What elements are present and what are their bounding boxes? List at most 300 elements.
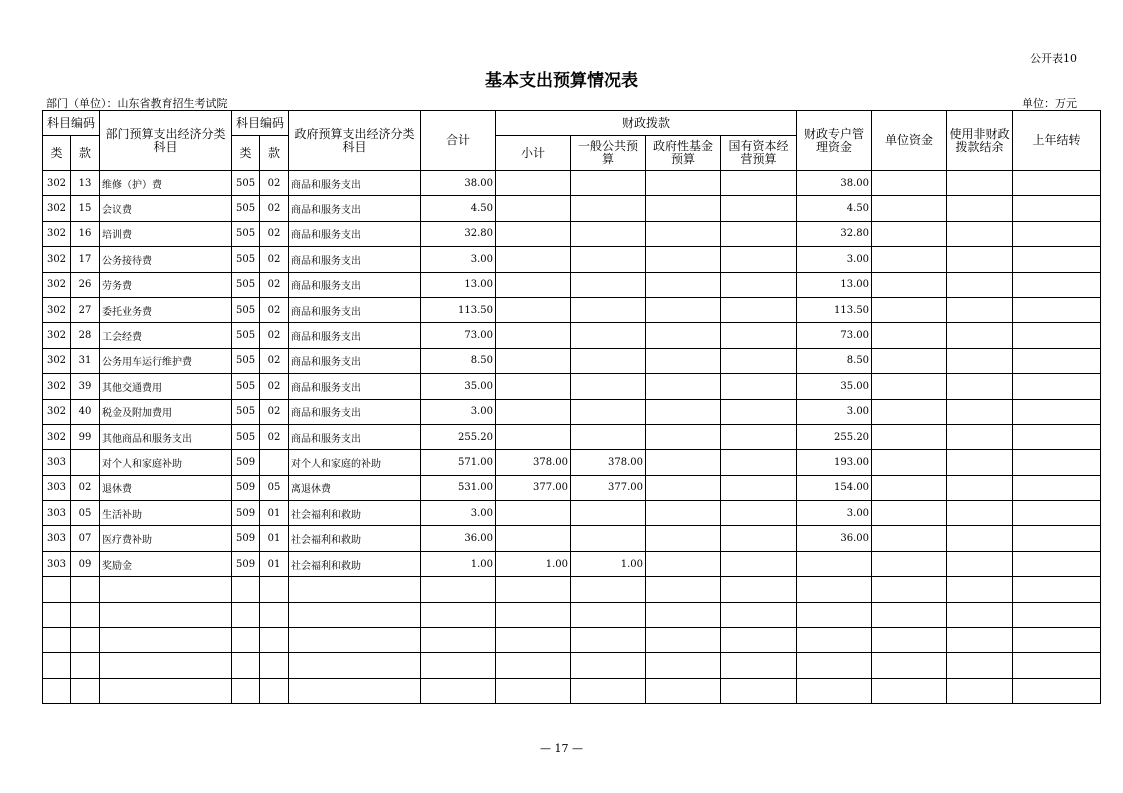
special-cell: 73.00 [797, 323, 872, 348]
gov-class-cell: 商品和服务支出 [289, 247, 421, 272]
empty-cell [100, 602, 232, 627]
special-cell: 3.00 [797, 399, 872, 424]
subtotal-header: 小计 [496, 136, 571, 171]
own-funds-cell [872, 399, 947, 424]
gov-class-cell: 社会福利和救助 [289, 551, 421, 576]
empty-cell [797, 628, 872, 653]
kuan-cell: 15 [71, 196, 100, 221]
general-budget-cell [571, 272, 646, 297]
total-cell: 38.00 [421, 171, 496, 196]
gov-lei-cell: 505 [232, 348, 260, 373]
department-label: 部门（单位）：山东省教育招生考试院 [46, 97, 228, 110]
total-cell: 1.00 [421, 551, 496, 576]
fiscal-header: 财政拨款 [496, 111, 797, 136]
table-row [43, 348, 1101, 373]
gov-lei-cell: 505 [232, 424, 260, 449]
carryover-cell [1013, 196, 1101, 221]
budget-table [42, 110, 1101, 704]
own-funds-cell [872, 348, 947, 373]
empty-cell [421, 577, 496, 602]
gov-lei-cell: 505 [232, 374, 260, 399]
gov-kuan-cell: 02 [260, 171, 289, 196]
gov-class-cell: 商品和服务支出 [289, 399, 421, 424]
empty-cell [260, 628, 289, 653]
gov-lei-cell: 505 [232, 399, 260, 424]
subtotal-cell: 377.00 [496, 475, 571, 500]
gov-kuan-cell: 02 [260, 297, 289, 322]
nonfiscal-cell [947, 475, 1013, 500]
special-cell: 32.80 [797, 221, 872, 246]
lei-cell: 303 [43, 551, 71, 576]
total-header: 合计 [421, 111, 496, 171]
gov-kuan-cell: 02 [260, 221, 289, 246]
empty-cell [100, 628, 232, 653]
page-number: — 17 — [540, 742, 583, 755]
dept-class-cell: 对个人和家庭补助 [100, 450, 232, 475]
general-budget-cell [571, 424, 646, 449]
gov-fund-cell [646, 221, 721, 246]
table-row [43, 247, 1101, 272]
kuan-cell: 26 [71, 272, 100, 297]
total-cell: 36.00 [421, 526, 496, 551]
own-funds-cell [872, 501, 947, 526]
subtotal-cell [496, 171, 571, 196]
carryover-cell [1013, 297, 1101, 322]
carryover-cell [1013, 450, 1101, 475]
kuan-cell: 31 [71, 348, 100, 373]
carryover-cell [1013, 374, 1101, 399]
empty-cell [1013, 628, 1101, 653]
kuan-cell [71, 450, 100, 475]
general-budget-cell [571, 526, 646, 551]
gov-lei-cell: 505 [232, 196, 260, 221]
subtotal-cell [496, 501, 571, 526]
state-capital-header: 国有资本经营预算 [721, 136, 797, 171]
dept-class-cell: 奖励金 [100, 551, 232, 576]
special-cell: 36.00 [797, 526, 872, 551]
state-capital-cell [721, 348, 797, 373]
special-cell [797, 551, 872, 576]
state-capital-cell [721, 526, 797, 551]
gov-kuan-cell: 01 [260, 526, 289, 551]
state-capital-cell [721, 399, 797, 424]
empty-cell [571, 602, 646, 627]
subtotal-cell [496, 526, 571, 551]
empty-cell [872, 653, 947, 678]
total-cell: 3.00 [421, 247, 496, 272]
lei-cell: 303 [43, 450, 71, 475]
gov-class-cell: 商品和服务支出 [289, 424, 421, 449]
lei-cell: 302 [43, 221, 71, 246]
own-funds-cell [872, 272, 947, 297]
gov-fund-cell [646, 247, 721, 272]
gov-fund-cell [646, 526, 721, 551]
empty-cell [496, 602, 571, 627]
dept-class-cell: 培训费 [100, 221, 232, 246]
empty-cell [947, 653, 1013, 678]
general-budget-cell [571, 399, 646, 424]
empty-cell [872, 678, 947, 703]
gov-kuan-cell: 02 [260, 272, 289, 297]
own-funds-cell [872, 526, 947, 551]
lei-cell: 303 [43, 475, 71, 500]
empty-cell [289, 653, 421, 678]
kuan-cell: 99 [71, 424, 100, 449]
empty-cell [1013, 678, 1101, 703]
empty-cell [43, 678, 71, 703]
kuan-cell: 07 [71, 526, 100, 551]
gov-kuan-cell: 05 [260, 475, 289, 500]
empty-cell [571, 678, 646, 703]
empty-cell [721, 577, 797, 602]
empty-cell [1013, 653, 1101, 678]
empty-cell [571, 577, 646, 602]
own-funds-cell [872, 450, 947, 475]
dept-class-cell: 医疗费补助 [100, 526, 232, 551]
nonfiscal-cell [947, 348, 1013, 373]
gov-fund-header: 政府性基金预算 [646, 136, 721, 171]
empty-cell [232, 602, 260, 627]
special-cell: 38.00 [797, 171, 872, 196]
general-budget-cell [571, 247, 646, 272]
own-funds-cell [872, 221, 947, 246]
empty-cell [289, 678, 421, 703]
empty-cell [232, 653, 260, 678]
gov-lei-cell: 505 [232, 171, 260, 196]
dept-class-cell: 维修（护）费 [100, 171, 232, 196]
gov-class-cell: 离退休费 [289, 475, 421, 500]
carryover-cell [1013, 424, 1101, 449]
lei-cell: 302 [43, 272, 71, 297]
subtotal-cell [496, 196, 571, 221]
carryover-header: 上年结转 [1013, 111, 1101, 171]
dept-class-cell: 劳务费 [100, 272, 232, 297]
general-budget-cell [571, 196, 646, 221]
gov-class-cell: 社会福利和救助 [289, 501, 421, 526]
empty-cell [947, 628, 1013, 653]
general-budget-cell [571, 221, 646, 246]
nonfiscal-cell [947, 399, 1013, 424]
nonfiscal-cell [947, 374, 1013, 399]
general-budget-cell [571, 348, 646, 373]
gov-kuan-cell [260, 450, 289, 475]
total-cell: 32.80 [421, 221, 496, 246]
general-budget-cell: 377.00 [571, 475, 646, 500]
carryover-cell [1013, 221, 1101, 246]
gov-lei-cell: 505 [232, 297, 260, 322]
special-cell: 4.50 [797, 196, 872, 221]
nonfiscal-header: 使用非财政拨款结余 [947, 111, 1013, 171]
empty-cell [721, 678, 797, 703]
empty-cell [421, 602, 496, 627]
empty-cell [947, 577, 1013, 602]
gov-class-cell: 社会福利和救助 [289, 526, 421, 551]
empty-cell [496, 653, 571, 678]
gov-fund-cell [646, 171, 721, 196]
dept-class-cell: 公务接待费 [100, 247, 232, 272]
empty-cell [232, 678, 260, 703]
gov-lei-cell: 505 [232, 221, 260, 246]
empty-cell [71, 653, 100, 678]
lei-cell: 302 [43, 196, 71, 221]
gov-class-header: 政府预算支出经济分类科目 [289, 111, 421, 171]
carryover-cell [1013, 323, 1101, 348]
empty-row [43, 602, 1101, 627]
gov-kuan-cell: 02 [260, 424, 289, 449]
dept-class-cell: 税金及附加费用 [100, 399, 232, 424]
kuan-header: 款 [71, 136, 100, 171]
state-capital-cell [721, 196, 797, 221]
empty-cell [797, 602, 872, 627]
general-budget-header: 一般公共预算 [571, 136, 646, 171]
state-capital-cell [721, 450, 797, 475]
empty-cell [797, 653, 872, 678]
gov-kuan-cell: 02 [260, 323, 289, 348]
empty-cell [797, 678, 872, 703]
subtotal-cell [496, 247, 571, 272]
nonfiscal-cell [947, 196, 1013, 221]
nonfiscal-cell [947, 526, 1013, 551]
empty-cell [872, 602, 947, 627]
gov-fund-cell [646, 272, 721, 297]
special-cell: 3.00 [797, 247, 872, 272]
kuan-cell: 05 [71, 501, 100, 526]
state-capital-cell [721, 475, 797, 500]
empty-cell [421, 628, 496, 653]
empty-cell [43, 602, 71, 627]
dept-class-cell: 生活补助 [100, 501, 232, 526]
lei-header: 类 [43, 136, 71, 171]
empty-cell [289, 628, 421, 653]
state-capital-cell [721, 551, 797, 576]
own-funds-cell [872, 297, 947, 322]
nonfiscal-cell [947, 221, 1013, 246]
empty-cell [646, 653, 721, 678]
carryover-cell [1013, 475, 1101, 500]
empty-cell [872, 628, 947, 653]
state-capital-cell [721, 171, 797, 196]
gov-fund-cell [646, 297, 721, 322]
unit-label: 单位：万元 [1022, 97, 1077, 110]
special-cell: 35.00 [797, 374, 872, 399]
empty-cell [721, 653, 797, 678]
dept-class-cell: 其他交通费用 [100, 374, 232, 399]
empty-cell [721, 628, 797, 653]
table-row [43, 297, 1101, 322]
general-budget-cell [571, 374, 646, 399]
gov-lei-cell: 509 [232, 450, 260, 475]
carryover-cell [1013, 399, 1101, 424]
gov-fund-cell [646, 424, 721, 449]
general-budget-cell [571, 297, 646, 322]
kuan-cell: 13 [71, 171, 100, 196]
gov-lei-cell: 509 [232, 475, 260, 500]
nonfiscal-cell [947, 323, 1013, 348]
empty-row [43, 628, 1101, 653]
gov-class-cell: 商品和服务支出 [289, 374, 421, 399]
subtotal-cell: 1.00 [496, 551, 571, 576]
empty-cell [721, 602, 797, 627]
special-header: 财政专户管理资金 [797, 111, 872, 171]
special-cell: 193.00 [797, 450, 872, 475]
empty-cell [71, 628, 100, 653]
state-capital-cell [721, 247, 797, 272]
empty-cell [421, 653, 496, 678]
lei-cell: 303 [43, 501, 71, 526]
general-budget-cell [571, 323, 646, 348]
table-row [43, 501, 1101, 526]
gov-fund-cell [646, 501, 721, 526]
empty-cell [421, 678, 496, 703]
carryover-cell [1013, 526, 1101, 551]
total-cell: 4.50 [421, 196, 496, 221]
gov-lei-cell: 505 [232, 247, 260, 272]
lei-cell: 302 [43, 297, 71, 322]
own-funds-cell [872, 551, 947, 576]
lei-cell: 302 [43, 247, 71, 272]
gov-lei-cell: 505 [232, 323, 260, 348]
dept-class-cell: 工会经费 [100, 323, 232, 348]
empty-cell [260, 653, 289, 678]
empty-cell [496, 577, 571, 602]
carryover-cell [1013, 551, 1101, 576]
nonfiscal-cell [947, 171, 1013, 196]
subtotal-cell [496, 399, 571, 424]
empty-cell [100, 653, 232, 678]
gov-fund-cell [646, 374, 721, 399]
gov-lei-header: 类 [232, 136, 260, 171]
lei-cell: 302 [43, 374, 71, 399]
nonfiscal-cell [947, 450, 1013, 475]
gov-fund-cell [646, 551, 721, 576]
page-title: 基本支出预算情况表 [485, 71, 638, 91]
empty-cell [43, 653, 71, 678]
subtotal-cell [496, 323, 571, 348]
form-number: 公开表10 [1030, 52, 1077, 65]
nonfiscal-cell [947, 247, 1013, 272]
own-funds-cell [872, 323, 947, 348]
total-cell: 3.00 [421, 399, 496, 424]
gov-class-cell: 商品和服务支出 [289, 196, 421, 221]
table-row [43, 171, 1101, 196]
dept-class-cell: 会议费 [100, 196, 232, 221]
empty-cell [496, 628, 571, 653]
special-cell: 13.00 [797, 272, 872, 297]
lei-cell: 303 [43, 526, 71, 551]
state-capital-cell [721, 424, 797, 449]
empty-cell [232, 577, 260, 602]
table-row [43, 221, 1101, 246]
lei-cell: 302 [43, 323, 71, 348]
lei-cell: 302 [43, 348, 71, 373]
state-capital-cell [721, 221, 797, 246]
total-cell: 113.50 [421, 297, 496, 322]
state-capital-cell [721, 272, 797, 297]
empty-cell [1013, 602, 1101, 627]
nonfiscal-cell [947, 551, 1013, 576]
subtotal-cell [496, 272, 571, 297]
gov-fund-cell [646, 475, 721, 500]
kuan-cell: 39 [71, 374, 100, 399]
table-body [43, 171, 1101, 704]
own-funds-cell [872, 196, 947, 221]
empty-cell [646, 628, 721, 653]
dept-class-cell: 其他商品和服务支出 [100, 424, 232, 449]
table-row [43, 374, 1101, 399]
gov-lei-cell: 509 [232, 526, 260, 551]
total-cell: 255.20 [421, 424, 496, 449]
table-row [43, 399, 1101, 424]
gov-lei-cell: 505 [232, 272, 260, 297]
total-cell: 13.00 [421, 272, 496, 297]
lei-cell: 302 [43, 171, 71, 196]
gov-class-cell: 商品和服务支出 [289, 323, 421, 348]
own-funds-cell [872, 475, 947, 500]
state-capital-cell [721, 323, 797, 348]
gov-kuan-cell: 01 [260, 501, 289, 526]
kuan-cell: 28 [71, 323, 100, 348]
nonfiscal-cell [947, 501, 1013, 526]
gov-code-header: 科目编码 [232, 111, 289, 136]
gov-fund-cell [646, 450, 721, 475]
gov-class-cell: 商品和服务支出 [289, 272, 421, 297]
table-row [43, 196, 1101, 221]
gov-kuan-cell: 02 [260, 374, 289, 399]
empty-cell [1013, 577, 1101, 602]
empty-row [43, 653, 1101, 678]
subtotal-cell [496, 374, 571, 399]
empty-cell [646, 602, 721, 627]
state-capital-cell [721, 297, 797, 322]
carryover-cell [1013, 171, 1101, 196]
carryover-cell [1013, 247, 1101, 272]
empty-cell [43, 628, 71, 653]
empty-row [43, 577, 1101, 602]
empty-cell [797, 577, 872, 602]
kuan-cell: 27 [71, 297, 100, 322]
total-cell: 73.00 [421, 323, 496, 348]
empty-cell [71, 678, 100, 703]
empty-cell [947, 602, 1013, 627]
table-row [43, 450, 1101, 475]
gov-kuan-header: 款 [260, 136, 289, 171]
table-row [43, 526, 1101, 551]
own-funds-cell [872, 374, 947, 399]
empty-cell [43, 577, 71, 602]
lei-cell: 302 [43, 399, 71, 424]
subtotal-cell: 378.00 [496, 450, 571, 475]
own-funds-cell [872, 247, 947, 272]
carryover-cell [1013, 501, 1101, 526]
table-row [43, 272, 1101, 297]
special-cell: 3.00 [797, 501, 872, 526]
general-budget-cell [571, 171, 646, 196]
empty-cell [947, 678, 1013, 703]
state-capital-cell [721, 374, 797, 399]
gov-class-cell: 商品和服务支出 [289, 348, 421, 373]
table-row [43, 323, 1101, 348]
carryover-cell [1013, 272, 1101, 297]
gov-class-cell: 商品和服务支出 [289, 171, 421, 196]
kuan-cell: 02 [71, 475, 100, 500]
gov-kuan-cell: 02 [260, 348, 289, 373]
state-capital-cell [721, 501, 797, 526]
empty-cell [260, 577, 289, 602]
empty-cell [260, 678, 289, 703]
special-cell: 8.50 [797, 348, 872, 373]
empty-cell [100, 577, 232, 602]
own-funds-header: 单位资金 [872, 111, 947, 171]
